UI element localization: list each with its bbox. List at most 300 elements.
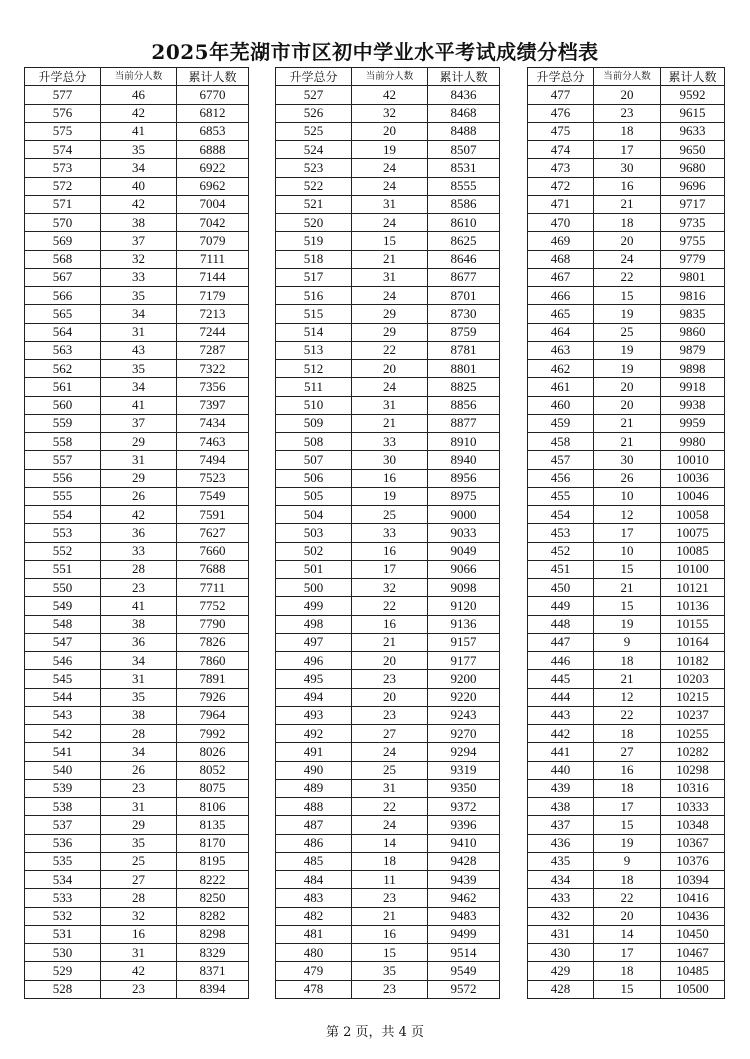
table-row (276, 250, 500, 268)
cell-total-score: 454 (528, 506, 594, 524)
cell-cumulative-count: 8975 (428, 487, 500, 505)
cell-current-count: 15 (594, 816, 661, 834)
page-title: 2025年芜湖市市区初中学业水平考试成绩分档表 (151, 40, 599, 64)
cell-current-count: 38 (101, 706, 177, 724)
cell-total-score: 436 (528, 834, 594, 852)
cell-cumulative-count: 7711 (177, 579, 249, 597)
table-row (25, 597, 249, 615)
cell-total-score: 541 (25, 743, 101, 761)
table-row (276, 414, 500, 432)
cell-total-score: 545 (25, 670, 101, 688)
cell-cumulative-count: 9835 (661, 305, 725, 323)
cell-total-score: 449 (528, 597, 594, 615)
table-row (528, 615, 725, 633)
table-row (528, 141, 725, 159)
cell-total-score: 553 (25, 524, 101, 542)
cell-total-score: 446 (528, 652, 594, 670)
table-row (528, 852, 725, 870)
cell-cumulative-count: 10416 (661, 889, 725, 907)
cell-cumulative-count: 9717 (661, 195, 725, 213)
cell-total-score: 539 (25, 779, 101, 797)
cell-total-score: 442 (528, 725, 594, 743)
cell-current-count: 17 (594, 524, 661, 542)
cell-current-count: 21 (594, 579, 661, 597)
cell-current-count: 21 (352, 907, 428, 925)
cell-cumulative-count: 8394 (177, 980, 249, 998)
cell-total-score: 502 (276, 542, 352, 560)
table-row (528, 560, 725, 578)
cell-total-score: 451 (528, 560, 594, 578)
cell-total-score: 453 (528, 524, 594, 542)
cell-current-count: 30 (594, 451, 661, 469)
cell-total-score: 463 (528, 341, 594, 359)
cell-current-count: 18 (594, 962, 661, 980)
cell-cumulative-count: 7463 (177, 433, 249, 451)
cell-total-score: 563 (25, 341, 101, 359)
cell-current-count: 19 (594, 834, 661, 852)
table-row (25, 579, 249, 597)
cell-current-count: 16 (352, 925, 428, 943)
cell-total-score: 572 (25, 177, 101, 195)
cell-cumulative-count: 9000 (428, 506, 500, 524)
header-cumulative-count: 累计人数 (661, 68, 725, 86)
cell-current-count: 20 (594, 907, 661, 925)
cell-cumulative-count: 8856 (428, 396, 500, 414)
cell-cumulative-count: 10237 (661, 706, 725, 724)
cell-current-count: 29 (352, 323, 428, 341)
cell-current-count: 22 (594, 889, 661, 907)
cell-cumulative-count: 9350 (428, 779, 500, 797)
cell-current-count: 21 (352, 414, 428, 432)
table-row (25, 487, 249, 505)
cell-total-score: 457 (528, 451, 594, 469)
cell-total-score: 493 (276, 706, 352, 724)
table-row (528, 779, 725, 797)
cell-total-score: 492 (276, 725, 352, 743)
cell-total-score: 444 (528, 688, 594, 706)
cell-current-count: 34 (101, 159, 177, 177)
cell-current-count: 20 (594, 396, 661, 414)
cell-cumulative-count: 9177 (428, 652, 500, 670)
cell-current-count: 34 (101, 652, 177, 670)
table-row (276, 159, 500, 177)
cell-current-count: 24 (352, 378, 428, 396)
cell-current-count: 36 (101, 633, 177, 651)
cell-cumulative-count: 10121 (661, 579, 725, 597)
cell-cumulative-count: 8910 (428, 433, 500, 451)
cell-current-count: 33 (101, 542, 177, 560)
cell-current-count: 19 (594, 360, 661, 378)
table-row (25, 177, 249, 195)
cell-total-score: 464 (528, 323, 594, 341)
cell-cumulative-count: 6888 (177, 141, 249, 159)
table-row (528, 889, 725, 907)
table-row (25, 104, 249, 122)
cell-total-score: 577 (25, 86, 101, 104)
cell-cumulative-count: 9980 (661, 433, 725, 451)
cell-current-count: 33 (352, 524, 428, 542)
cell-cumulative-count: 9049 (428, 542, 500, 560)
cell-cumulative-count: 7627 (177, 524, 249, 542)
cell-cumulative-count: 8801 (428, 360, 500, 378)
cell-total-score: 448 (528, 615, 594, 633)
cell-cumulative-count: 9200 (428, 670, 500, 688)
table-row (528, 122, 725, 140)
cell-total-score: 504 (276, 506, 352, 524)
cell-cumulative-count: 7213 (177, 305, 249, 323)
cell-cumulative-count: 9650 (661, 141, 725, 159)
cell-total-score: 430 (528, 944, 594, 962)
cell-total-score: 565 (25, 305, 101, 323)
cell-current-count: 22 (352, 798, 428, 816)
table-row (276, 506, 500, 524)
cell-total-score: 523 (276, 159, 352, 177)
cell-current-count: 23 (101, 980, 177, 998)
cell-current-count: 24 (352, 214, 428, 232)
cell-total-score: 466 (528, 287, 594, 305)
cell-current-count: 37 (101, 414, 177, 432)
cell-current-count: 35 (101, 688, 177, 706)
cell-cumulative-count: 7860 (177, 652, 249, 670)
cell-cumulative-count: 10203 (661, 670, 725, 688)
header-cumulative-count: 累计人数 (177, 68, 249, 86)
cell-current-count: 31 (352, 779, 428, 797)
table-row (276, 798, 500, 816)
cell-cumulative-count: 7964 (177, 706, 249, 724)
cell-cumulative-count: 8877 (428, 414, 500, 432)
cell-total-score: 510 (276, 396, 352, 414)
cell-total-score: 484 (276, 871, 352, 889)
cell-current-count: 42 (101, 104, 177, 122)
cell-current-count: 18 (594, 871, 661, 889)
cell-current-count: 12 (594, 688, 661, 706)
cell-total-score: 554 (25, 506, 101, 524)
cell-current-count: 20 (594, 86, 661, 104)
cell-total-score: 524 (276, 141, 352, 159)
cell-current-count: 25 (594, 323, 661, 341)
cell-cumulative-count: 8106 (177, 798, 249, 816)
cell-current-count: 15 (352, 232, 428, 250)
cell-total-score: 513 (276, 341, 352, 359)
cell-current-count: 33 (101, 268, 177, 286)
cell-cumulative-count: 8075 (177, 779, 249, 797)
cell-cumulative-count: 8677 (428, 268, 500, 286)
cell-total-score: 467 (528, 268, 594, 286)
cell-total-score: 550 (25, 579, 101, 597)
cell-cumulative-count: 9243 (428, 706, 500, 724)
table-row (25, 798, 249, 816)
cell-cumulative-count: 10046 (661, 487, 725, 505)
table-row (528, 725, 725, 743)
header-current-count: 当前分人数 (594, 68, 661, 86)
cell-current-count: 15 (594, 980, 661, 998)
table-row (25, 889, 249, 907)
cell-current-count: 34 (101, 743, 177, 761)
cell-cumulative-count: 7523 (177, 469, 249, 487)
table-row (528, 871, 725, 889)
cell-cumulative-count: 8625 (428, 232, 500, 250)
cell-total-score: 520 (276, 214, 352, 232)
table-row (528, 706, 725, 724)
cell-cumulative-count: 9735 (661, 214, 725, 232)
table-row (276, 944, 500, 962)
cell-total-score: 557 (25, 451, 101, 469)
table-row (25, 360, 249, 378)
cell-current-count: 10 (594, 487, 661, 505)
table-row (25, 615, 249, 633)
cell-cumulative-count: 7826 (177, 633, 249, 651)
cell-current-count: 22 (352, 341, 428, 359)
cell-total-score: 576 (25, 104, 101, 122)
page-footer: 第 2 页，共 4 页 (325, 1025, 425, 1040)
cell-cumulative-count: 8759 (428, 323, 500, 341)
cell-current-count: 18 (594, 725, 661, 743)
cell-current-count: 38 (101, 615, 177, 633)
cell-total-score: 525 (276, 122, 352, 140)
table-row (528, 195, 725, 213)
cell-cumulative-count: 8825 (428, 378, 500, 396)
cell-current-count: 24 (352, 159, 428, 177)
cell-total-score: 459 (528, 414, 594, 432)
table-row (528, 761, 725, 779)
cell-total-score: 474 (528, 141, 594, 159)
cell-cumulative-count: 10333 (661, 798, 725, 816)
cell-cumulative-count: 8488 (428, 122, 500, 140)
header-total-score: 升学总分 (528, 68, 594, 86)
cell-total-score: 428 (528, 980, 594, 998)
cell-cumulative-count: 10075 (661, 524, 725, 542)
cell-cumulative-count: 7287 (177, 341, 249, 359)
table-row (528, 542, 725, 560)
cell-total-score: 533 (25, 889, 101, 907)
cell-current-count: 31 (352, 195, 428, 213)
table-row (528, 159, 725, 177)
cell-current-count: 32 (352, 579, 428, 597)
table-row (25, 414, 249, 432)
cell-total-score: 501 (276, 560, 352, 578)
table-row (25, 268, 249, 286)
table-row (276, 141, 500, 159)
cell-total-score: 548 (25, 615, 101, 633)
cell-cumulative-count: 8781 (428, 341, 500, 359)
cell-current-count: 14 (352, 834, 428, 852)
cell-current-count: 26 (594, 469, 661, 487)
cell-current-count: 12 (594, 506, 661, 524)
cell-cumulative-count: 9319 (428, 761, 500, 779)
table-row (25, 524, 249, 542)
table-row (528, 962, 725, 980)
cell-cumulative-count: 9439 (428, 871, 500, 889)
table-row (528, 633, 725, 651)
table-row (276, 469, 500, 487)
cell-cumulative-count: 7397 (177, 396, 249, 414)
cell-current-count: 22 (594, 706, 661, 724)
cell-cumulative-count: 8730 (428, 305, 500, 323)
cell-current-count: 42 (101, 506, 177, 524)
cell-total-score: 534 (25, 871, 101, 889)
table-row (25, 852, 249, 870)
cell-current-count: 30 (352, 451, 428, 469)
table-row (276, 652, 500, 670)
table-row (276, 177, 500, 195)
cell-current-count: 9 (594, 852, 661, 870)
cell-cumulative-count: 8052 (177, 761, 249, 779)
table-row (25, 250, 249, 268)
cell-total-score: 507 (276, 451, 352, 469)
cell-cumulative-count: 9918 (661, 378, 725, 396)
cell-cumulative-count: 10136 (661, 597, 725, 615)
cell-cumulative-count: 8298 (177, 925, 249, 943)
cell-current-count: 42 (352, 86, 428, 104)
table-row (528, 798, 725, 816)
cell-total-score: 547 (25, 633, 101, 651)
cell-total-score: 443 (528, 706, 594, 724)
cell-total-score: 537 (25, 816, 101, 834)
table-row (25, 341, 249, 359)
cell-cumulative-count: 7004 (177, 195, 249, 213)
table-row (528, 451, 725, 469)
cell-total-score: 535 (25, 852, 101, 870)
cell-cumulative-count: 8436 (428, 86, 500, 104)
table-row (528, 597, 725, 615)
cell-cumulative-count: 9592 (661, 86, 725, 104)
cell-total-score: 497 (276, 633, 352, 651)
cell-total-score: 435 (528, 852, 594, 870)
cell-total-score: 531 (25, 925, 101, 943)
table-row (276, 451, 500, 469)
cell-current-count: 37 (101, 232, 177, 250)
cell-cumulative-count: 10182 (661, 652, 725, 670)
cell-current-count: 24 (352, 177, 428, 195)
table-row (25, 506, 249, 524)
cell-cumulative-count: 8135 (177, 816, 249, 834)
cell-total-score: 544 (25, 688, 101, 706)
cell-cumulative-count: 8531 (428, 159, 500, 177)
cell-total-score: 508 (276, 433, 352, 451)
cell-cumulative-count: 7356 (177, 378, 249, 396)
table-row (528, 980, 725, 998)
cell-total-score: 491 (276, 743, 352, 761)
table-row (528, 396, 725, 414)
cell-current-count: 21 (594, 195, 661, 213)
cell-cumulative-count: 10367 (661, 834, 725, 852)
score-table-1 (24, 67, 249, 999)
cell-total-score: 471 (528, 195, 594, 213)
cell-current-count: 29 (352, 305, 428, 323)
table-row (276, 433, 500, 451)
cell-current-count: 23 (352, 980, 428, 998)
cell-current-count: 19 (352, 141, 428, 159)
cell-current-count: 43 (101, 341, 177, 359)
cell-current-count: 19 (594, 341, 661, 359)
cell-cumulative-count: 7688 (177, 560, 249, 578)
cell-current-count: 17 (352, 560, 428, 578)
table-row (528, 487, 725, 505)
table-row (25, 451, 249, 469)
table-row (528, 579, 725, 597)
header-current-count: 当前分人数 (352, 68, 428, 86)
cell-total-score: 431 (528, 925, 594, 943)
cell-total-score: 506 (276, 469, 352, 487)
table-row (276, 834, 500, 852)
cell-current-count: 18 (594, 214, 661, 232)
cell-total-score: 450 (528, 579, 594, 597)
cell-total-score: 555 (25, 487, 101, 505)
cell-total-score: 440 (528, 761, 594, 779)
cell-cumulative-count: 10500 (661, 980, 725, 998)
cell-cumulative-count: 10036 (661, 469, 725, 487)
score-table-3 (527, 67, 725, 999)
table-row (25, 706, 249, 724)
cell-cumulative-count: 8940 (428, 451, 500, 469)
cell-current-count: 27 (352, 725, 428, 743)
cell-current-count: 21 (352, 250, 428, 268)
cell-total-score: 498 (276, 615, 352, 633)
table-row (25, 743, 249, 761)
cell-cumulative-count: 9410 (428, 834, 500, 852)
cell-cumulative-count: 9499 (428, 925, 500, 943)
cell-total-score: 562 (25, 360, 101, 378)
cell-current-count: 35 (352, 962, 428, 980)
cell-total-score: 495 (276, 670, 352, 688)
cell-total-score: 568 (25, 250, 101, 268)
table-row (528, 287, 725, 305)
cell-cumulative-count: 10164 (661, 633, 725, 651)
cell-current-count: 23 (101, 779, 177, 797)
table-row (25, 195, 249, 213)
cell-total-score: 496 (276, 652, 352, 670)
table-row (25, 670, 249, 688)
cell-current-count: 23 (594, 104, 661, 122)
cell-current-count: 23 (101, 579, 177, 597)
cell-cumulative-count: 7591 (177, 506, 249, 524)
cell-current-count: 33 (352, 433, 428, 451)
cell-total-score: 571 (25, 195, 101, 213)
cell-total-score: 441 (528, 743, 594, 761)
cell-current-count: 10 (594, 542, 661, 560)
table-row (276, 725, 500, 743)
cell-current-count: 15 (352, 944, 428, 962)
cell-total-score: 478 (276, 980, 352, 998)
cell-current-count: 21 (594, 414, 661, 432)
table-row (25, 633, 249, 651)
cell-cumulative-count: 7079 (177, 232, 249, 250)
table-row (25, 86, 249, 104)
cell-current-count: 41 (101, 597, 177, 615)
cell-current-count: 27 (101, 871, 177, 889)
cell-cumulative-count: 7992 (177, 725, 249, 743)
table-row (528, 323, 725, 341)
cell-cumulative-count: 9098 (428, 579, 500, 597)
cell-current-count: 41 (101, 122, 177, 140)
table-row (25, 159, 249, 177)
cell-total-score: 445 (528, 670, 594, 688)
table-row (276, 761, 500, 779)
table-row (528, 177, 725, 195)
cell-total-score: 546 (25, 652, 101, 670)
cell-cumulative-count: 7891 (177, 670, 249, 688)
cell-total-score: 458 (528, 433, 594, 451)
cell-cumulative-count: 8282 (177, 907, 249, 925)
table-row (25, 652, 249, 670)
table-row (276, 597, 500, 615)
table-row (276, 816, 500, 834)
cell-total-score: 528 (25, 980, 101, 998)
table-row (276, 287, 500, 305)
cell-current-count: 34 (101, 305, 177, 323)
cell-cumulative-count: 9372 (428, 798, 500, 816)
cell-total-score: 538 (25, 798, 101, 816)
